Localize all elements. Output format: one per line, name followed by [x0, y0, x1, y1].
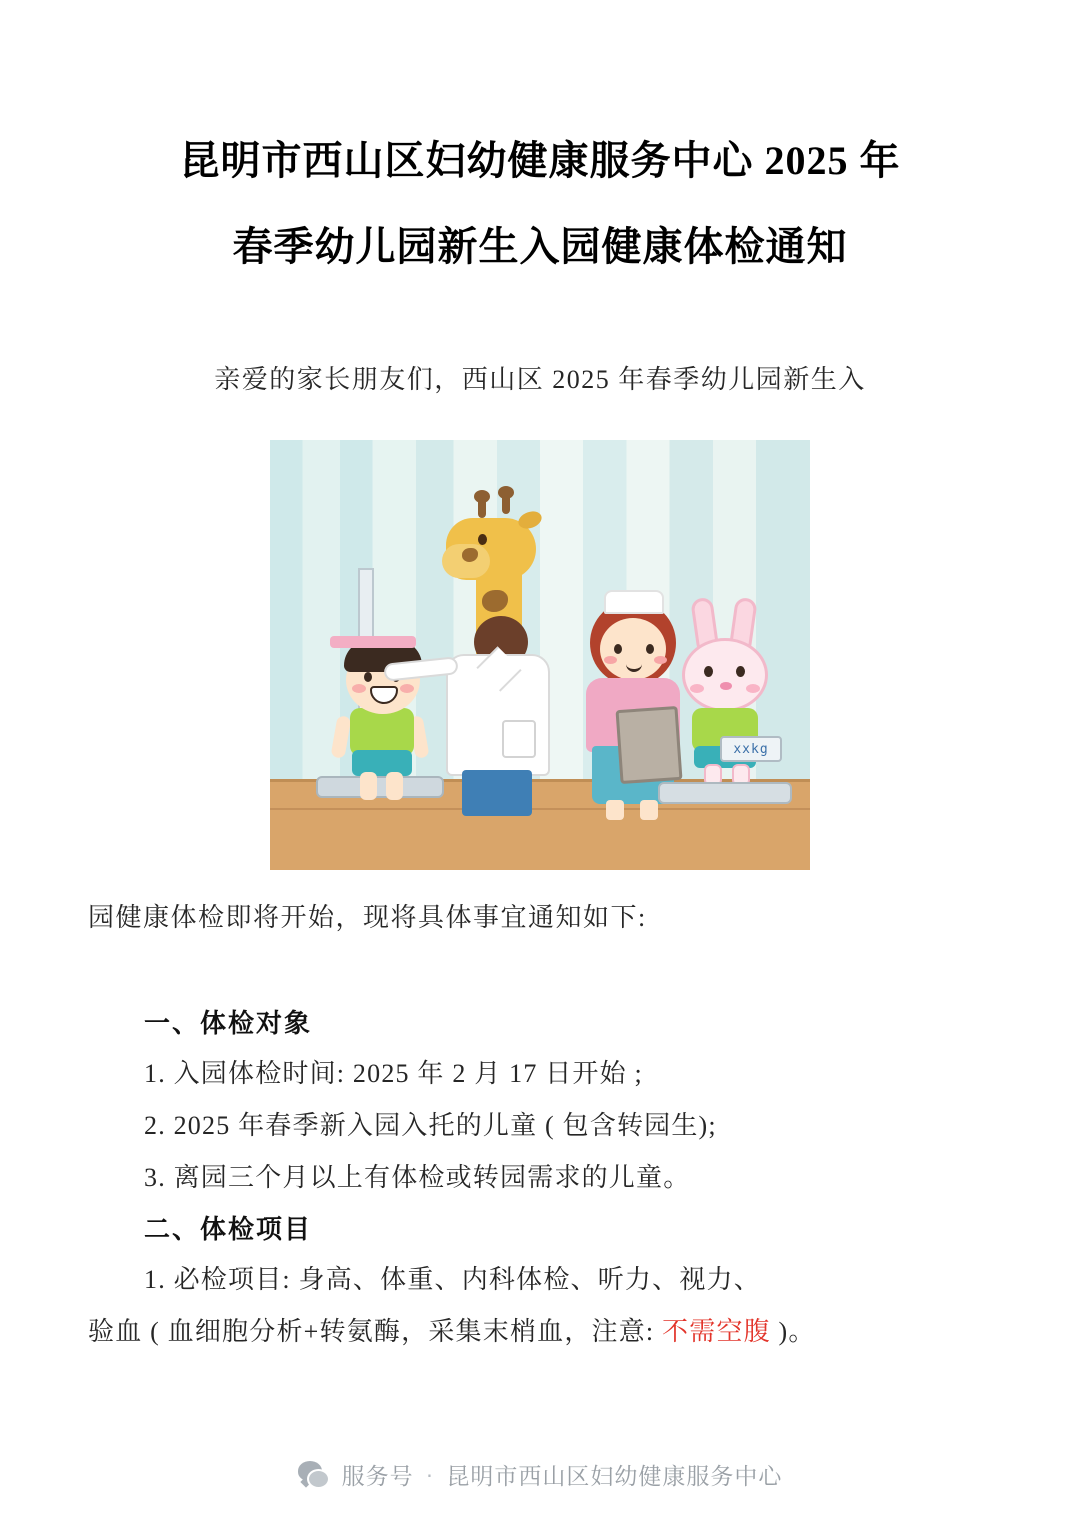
child-shirt: [350, 708, 414, 756]
section-heading-1: 一、体检对象: [144, 1008, 313, 1038]
doctor-figure: [438, 616, 560, 816]
child-cheek-right: [400, 684, 414, 693]
child-leg-left: [360, 772, 377, 800]
child-leg-right: [386, 772, 403, 800]
list-item-continuation: [80, 1306, 1000, 1358]
rabbit-eye-right: [736, 666, 745, 677]
nurse-cap: [604, 590, 664, 614]
giraffe-eye: [478, 534, 487, 545]
giraffe-horn: [502, 494, 510, 514]
list-item: 3. 离园三个月以上有体检或转园需求的儿童。: [144, 1163, 691, 1192]
weight-scale: [658, 782, 792, 804]
doctor-pocket: [502, 720, 536, 758]
stadiometer-headpiece: [330, 636, 416, 648]
doctor-pants: [462, 770, 532, 816]
rabbit-nose: [720, 682, 732, 690]
continuation-after: )。: [770, 1317, 816, 1346]
title-line-2: 春季幼儿园新生入园健康体检通知: [232, 224, 848, 269]
list-item: 1. 入园体检时间: 2025 年 2 月 17 日开始 ;: [144, 1059, 643, 1088]
rabbit-figure: [666, 632, 786, 790]
child-cheek-left: [352, 684, 366, 693]
list-item: 2. 2025 年春季新入园入托的儿童 ( 包含转园生);: [144, 1111, 717, 1140]
nurse-eye-left: [614, 644, 622, 654]
child-shorts: [352, 750, 412, 776]
section-heading-2: 二、体检项目: [144, 1214, 313, 1244]
page-title: [80, 118, 1000, 290]
after-figure-paragraph: 园健康体检即将开始，现将具体事宜通知如下:: [88, 903, 647, 932]
intro-paragraph: 亲爱的家长朋友们，西山区 2025 年春季幼儿园新生入: [214, 365, 866, 394]
footer-account-name: 昆明市西山区妇幼健康服务中心: [446, 1463, 783, 1489]
illustration-figure: [80, 440, 1000, 870]
child-eye-left: [364, 672, 372, 682]
footer-separator: ·: [425, 1461, 435, 1487]
scale-display: xxkg: [720, 736, 782, 762]
rabbit-cheek-right: [746, 684, 760, 693]
wechat-icon: [298, 1461, 330, 1489]
nurse-leg-right: [640, 800, 658, 820]
section-examination-items: [80, 1204, 1000, 1358]
nurse-cheek-left: [604, 656, 617, 664]
rabbit-head: [682, 638, 768, 712]
child-arm-left: [330, 715, 351, 759]
footer-account-type: 服务号: [341, 1463, 414, 1489]
rabbit-cheek-left: [690, 684, 704, 693]
highlight-no-fasting: 不需空腹: [662, 1317, 771, 1346]
giraffe-horn: [478, 498, 486, 518]
health-checkup-illustration: [270, 440, 810, 870]
rabbit-eye-left: [704, 666, 713, 677]
section-examination-targets: [80, 998, 1000, 1204]
list-item: 1. 必检项目: 身高、体重、内科体检、听力、视力、: [144, 1265, 761, 1294]
nurse-eye-right: [646, 644, 654, 654]
nurse-leg-left: [606, 800, 624, 820]
footer: [0, 1458, 1080, 1491]
continuation-before: 验血 ( 血细胞分析+转氨酶，采集末梢血，注意:: [88, 1317, 663, 1346]
title-line-1: 昆明市西山区妇幼健康服务中心 2025 年: [179, 138, 901, 183]
